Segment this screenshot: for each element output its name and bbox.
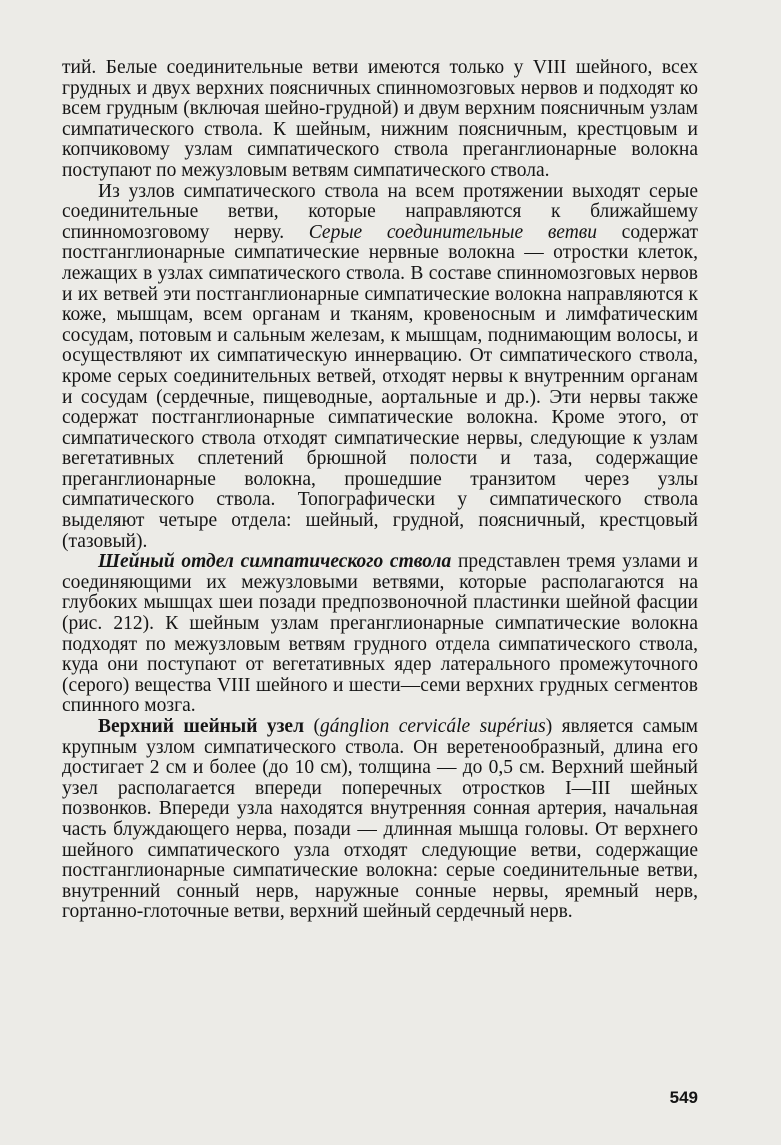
paragraph-text: Из узлов симпатического ствола на всем протяжении выходят серые соединительные ветви, которые направляются к ближайшему спинномозговому нерву. — [62, 180, 698, 243]
paragraph-text: ) является самым крупным узлом симпатического ствола. Он веретенообразный, длина его достигает 2 см и более (до 10 см), толщина — до 0,5 см. Верхний шейный узел располагается впереди поперечных отростков I—III шейных позвонков. Впереди узла находятся внутренняя сонная артерия, начальная часть блуждающего нерва, позади — длинная мышца головы. От верхнего шейного симпатического узла отходят следующие ветви, содержащие постганглионарные симпатические волокна: серые соединительные ветви, внутренний сонный нерв, наружные сонные нервы, яремный нерв, гортанно-глоточные ветви, верхний шейный сердечный нерв. — [62, 716, 699, 923]
italic-term-gray-rami: Серые соединительные ветви — [308, 221, 597, 243]
page-body — [62, 58, 698, 923]
paragraph-text: содержат постганглионарные симпатические нервные волокна — отростки клеток, лежащих в узлах симпатического ствола. В составе спинномозговых нервов и их ветвей эти постганглионарные симпатические волокна направляются к коже, мышцам, всем органам и тканям, кровеносным и лимфатическим сосудам, потовым и сальным железам, к мышцам, поднимающим волосы, и осуществляют их симпатическую иннервацию. От симпатического ствола, кроме серых соединительных ветвей, отходят нервы к внутренним органам и сосудам (сердечные, пищеводные, аортальные и др.). Эти нервы также содержат постганглионарные симпатические волокна. Кроме этого, от симпатического ствола отходят симпатические нервы, следующие к узлам вегетативных сплетений брюшной полости и таза, содержащие преганглионарные волокна, прошедшие транзитом через узлы симпатического ствола. Топографически у симпатического ствола выделяют четыре отдела: шейный, грудной, поясничный, крестцовый (тазовый). — [62, 221, 698, 552]
section-heading-superior-cervical-ganglion: Верхний шейный узел — [98, 716, 305, 737]
paragraph-superior-cervical-ganglion — [62, 717, 698, 923]
paragraph-text: представлен тремя узлами и соединяющими их межузловыми ветвями, которые располагаются на глубоких мышцах шеи позади предпозвоночной пластинки шейной фасции (рис. 212). К шейным узлам преганглионарные симпатические волокна подходят по межузловым ветвям грудного отдела симпатического ствола, куда они поступают от вегетативных ядер латерального промежуточного (серого) вещества VIII шейного и шести—семи верхних грудных сегментов спинного мозга. — [62, 551, 698, 717]
page-number: 549 — [669, 1088, 698, 1107]
paragraph-cervical-part — [62, 552, 698, 717]
section-heading-cervical-part: Шейный отдел симпатического ствола — [98, 551, 452, 573]
paragraph-text: тий. Белые соединительные ветви имеются только у VIII шейного, всех грудных и двух верхних поясничных спинномозговых нервов и подходят ко всем грудным (включая шейно-грудной) и двум верхним поясничным узлам симпатического ствола. К шейным, нижним поясничным, крестцовым и копчиковому узлам симпатического ствола преганглионарные волокна поступают по межузловым ветвям симпатического ствола. — [62, 57, 698, 181]
paragraph-white-rami-continuation — [62, 58, 698, 182]
latin-term: gánglion cervicále supérius — [319, 716, 546, 737]
paragraph-text: ( — [304, 716, 320, 737]
paragraph-gray-rami — [62, 182, 698, 553]
